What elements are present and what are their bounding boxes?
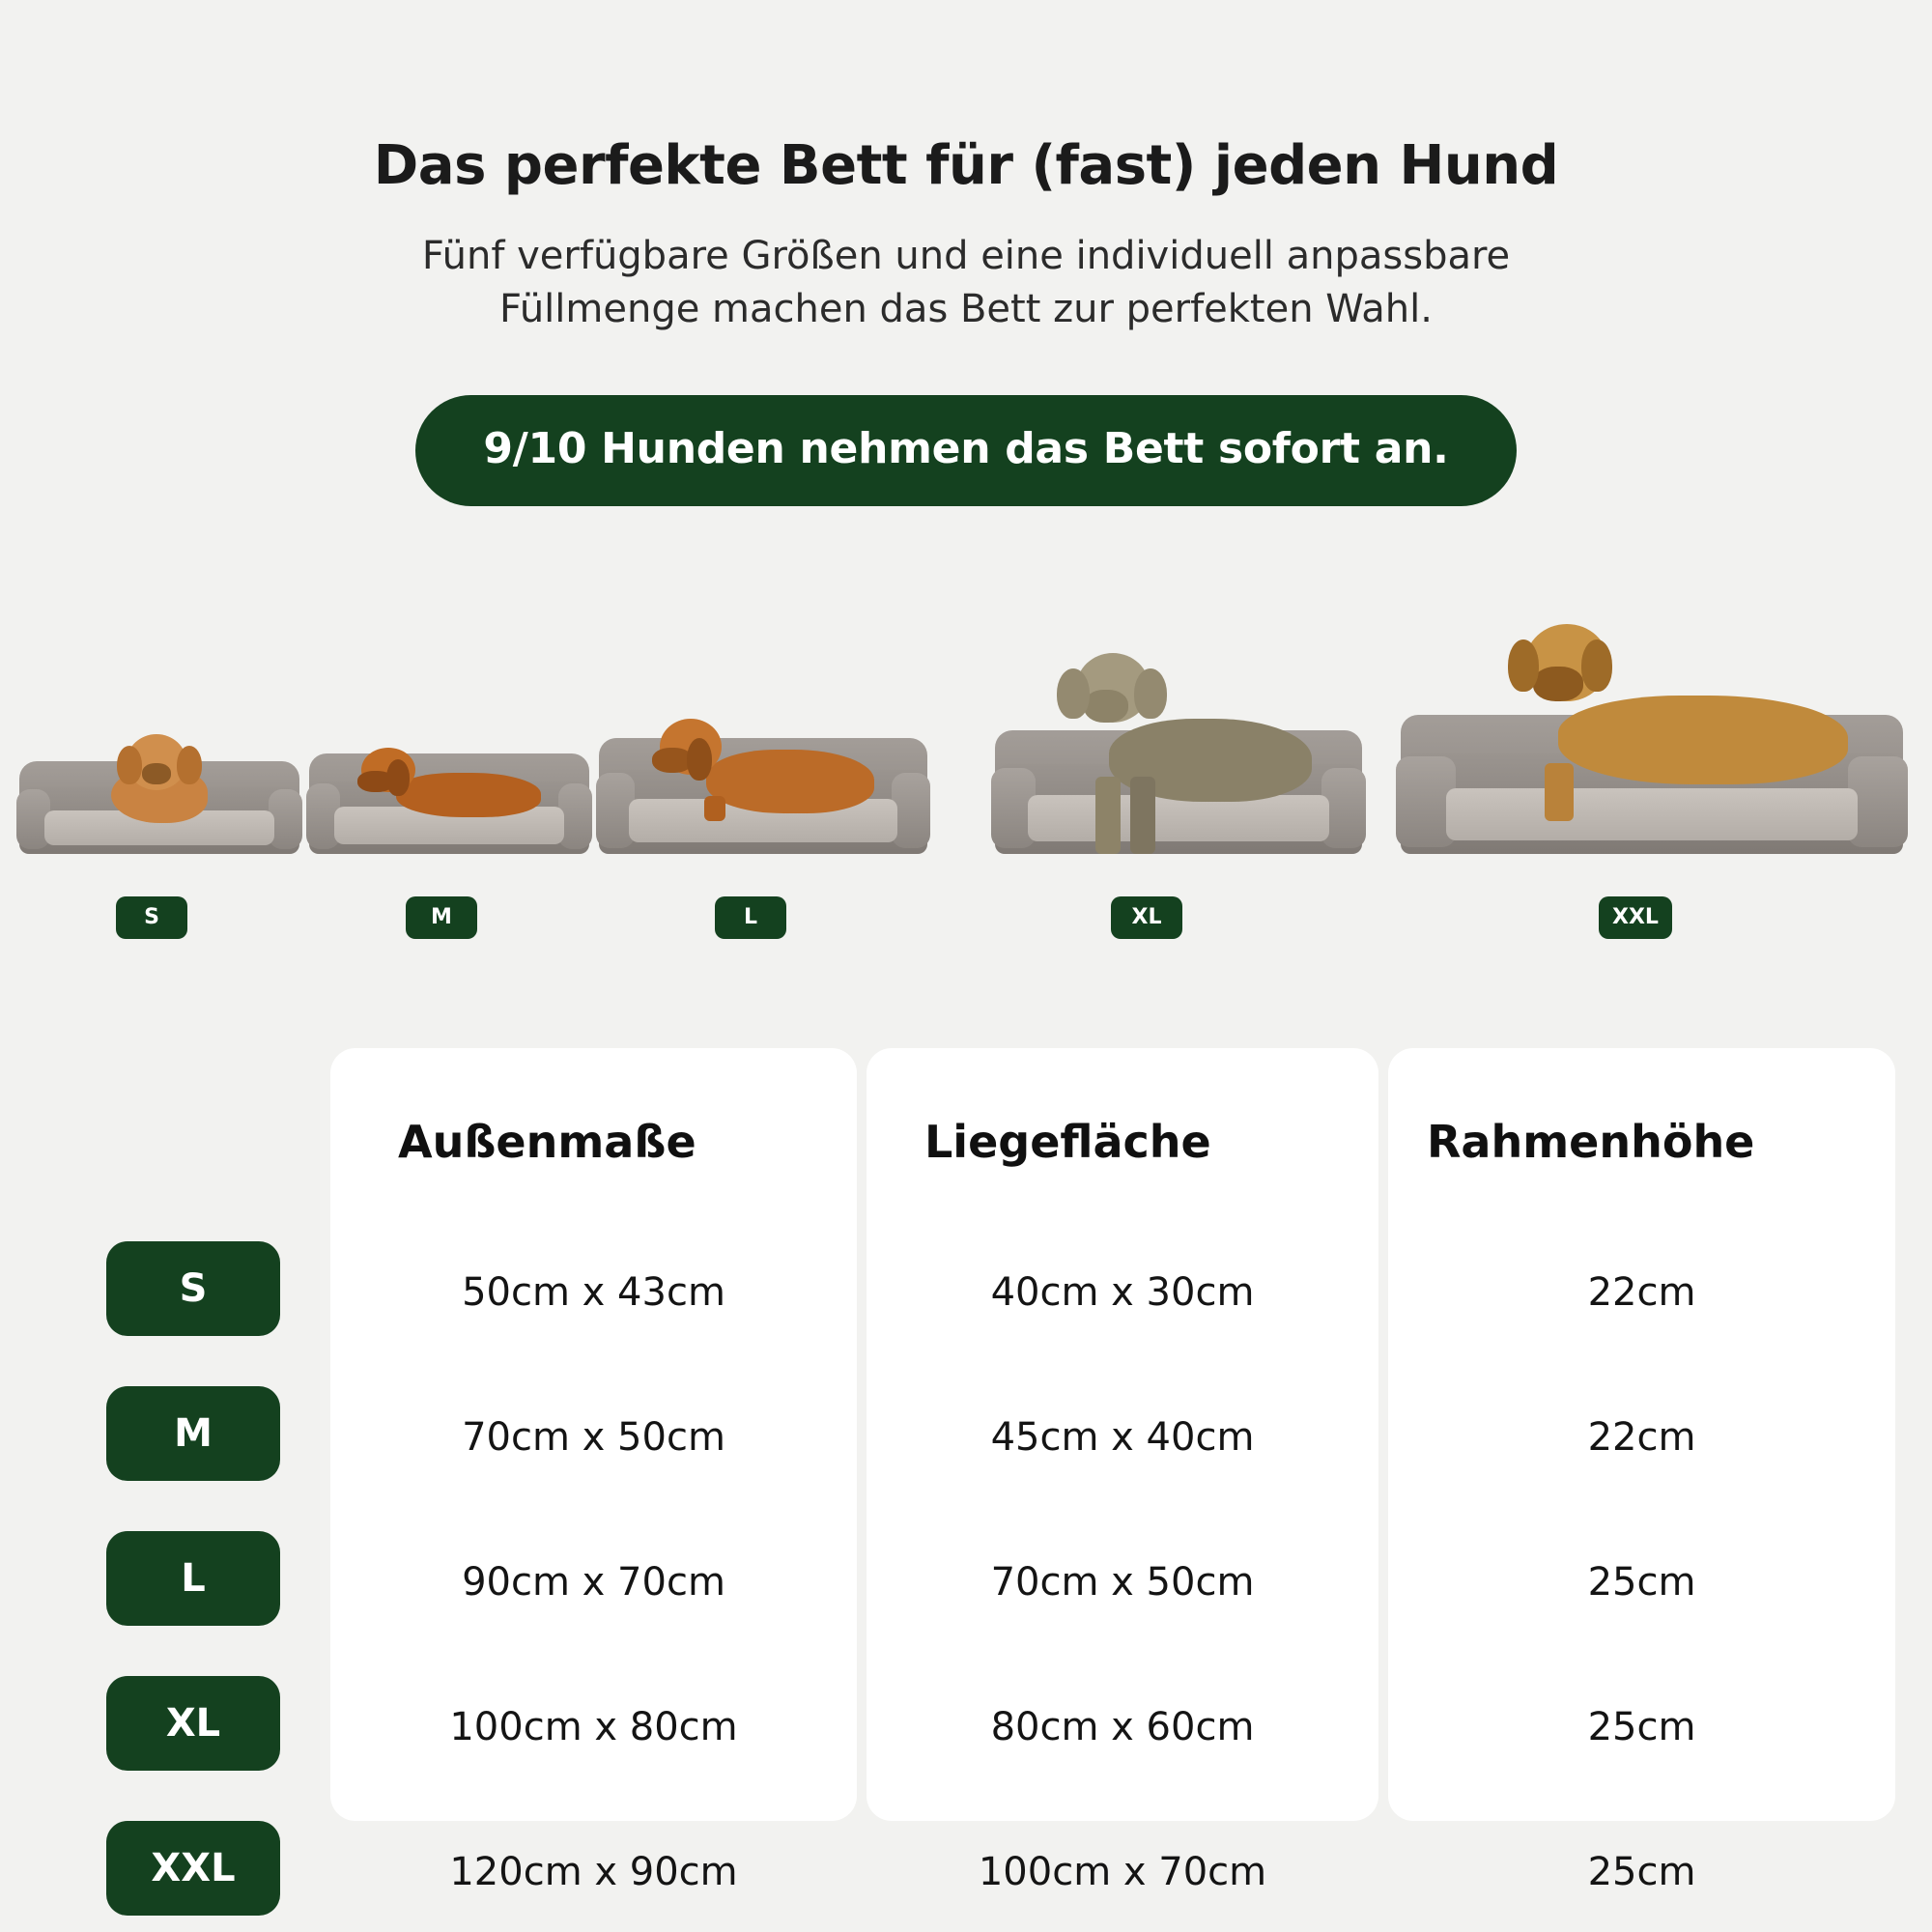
great-dane-illustration (1500, 615, 1867, 794)
dog-muzzle (142, 763, 171, 784)
page-title: Das perfekte Bett für (fast) jeden Hund (373, 134, 1559, 197)
showcase-item-xxl (1381, 627, 1903, 930)
row-size-pill-m: M (106, 1386, 280, 1481)
subtitle-line-1: Fünf verfügbare Größen und eine individuell anpassbare (421, 234, 1511, 279)
row-size-pill-l: L (106, 1531, 280, 1626)
size-pill-s: S (116, 896, 187, 939)
header (0, 0, 1932, 335)
cell-xxl-rahmenhoehe: 25cm (1587, 1850, 1696, 1894)
dog-leg-front (704, 796, 725, 821)
dog-ear-right (1134, 668, 1167, 719)
showcase-item-l (599, 699, 927, 930)
cell-s-liegeflaeche: 40cm x 30cm (990, 1270, 1255, 1315)
dog-ear (687, 738, 712, 781)
dog-body (396, 773, 541, 817)
dog-leg-front-right (1130, 777, 1155, 854)
cell-s-aussenmasse: 50cm x 43cm (462, 1270, 725, 1315)
showcase-item-xl (966, 646, 1343, 930)
weimaraner-illustration (1041, 639, 1312, 808)
page-subtitle (0, 230, 1932, 335)
cell-xl-rahmenhoehe: 25cm (1587, 1705, 1696, 1749)
dog-ear (386, 759, 410, 796)
dog-body (706, 750, 874, 813)
row-size-pill-s: S (106, 1241, 280, 1336)
bed-cushion (1446, 788, 1858, 840)
column-header-aussenmasse: Außenmaße (398, 1116, 696, 1168)
highlight-badge-container (0, 395, 1932, 506)
size-pill-l: L (715, 896, 786, 939)
dog-leg-front-left (1095, 777, 1121, 854)
dog-ear-left (1057, 668, 1090, 719)
cell-s-rahmenhoehe: 22cm (1587, 1270, 1696, 1315)
dog-leg-front (1545, 763, 1574, 821)
acceptance-rate-badge: 9/10 Hunden nehmen das Bett sofort an. (415, 395, 1516, 506)
cell-m-liegeflaeche: 45cm x 40cm (990, 1415, 1255, 1460)
cell-l-liegeflaeche: 70cm x 50cm (990, 1560, 1255, 1605)
size-specification-table (0, 1048, 1932, 1894)
size-pill-m: M (406, 896, 477, 939)
dog-muzzle (1533, 667, 1583, 701)
column-header-liegeflaeche: Liegefläche (924, 1116, 1211, 1168)
dog-ear-right (1581, 639, 1612, 692)
column-header-rahmenhoehe: Rahmenhöhe (1427, 1116, 1755, 1168)
dog-ear-left (117, 746, 142, 784)
row-size-pill-xl: XL (106, 1676, 280, 1771)
cell-m-aussenmasse: 70cm x 50cm (462, 1415, 725, 1460)
cell-xxl-aussenmasse: 120cm x 90cm (449, 1850, 738, 1894)
dachshund-illustration (357, 728, 541, 817)
row-size-pill-xxl: XXL (106, 1821, 280, 1916)
dog-muzzle (1084, 690, 1128, 723)
dog-ear-right (177, 746, 202, 784)
showcase-item-m (309, 724, 589, 930)
vizsla-illustration (652, 699, 874, 813)
cell-m-rahmenhoehe: 22cm (1587, 1415, 1696, 1460)
cell-l-rahmenhoehe: 25cm (1587, 1560, 1696, 1605)
cell-xxl-liegeflaeche: 100cm x 70cm (978, 1850, 1267, 1894)
dog-ear-left (1508, 639, 1539, 692)
cell-l-aussenmasse: 90cm x 70cm (462, 1560, 725, 1605)
showcase-item-s (19, 738, 299, 930)
cell-xl-liegeflaeche: 80cm x 60cm (990, 1705, 1255, 1749)
cell-xl-aussenmasse: 100cm x 80cm (449, 1705, 738, 1749)
size-pill-xxl: XXL (1599, 896, 1672, 939)
size-pill-xl: XL (1111, 896, 1182, 939)
poodle-puppy-illustration (101, 736, 217, 823)
subtitle-line-2: Füllmenge machen das Bett zur perfekten Wahl. (499, 286, 1433, 331)
size-showcase-row (0, 574, 1932, 930)
dog-body (1558, 696, 1848, 784)
